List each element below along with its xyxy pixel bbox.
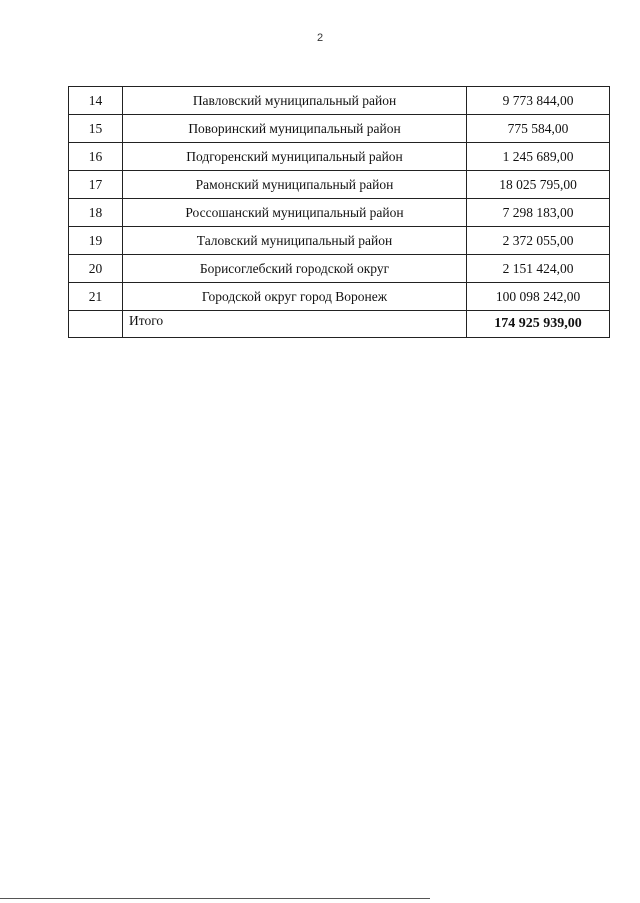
row-number: 17 (69, 171, 123, 199)
table-row (69, 87, 610, 115)
municipality-name: Борисоглебский городской округ (123, 255, 467, 283)
table-row (69, 283, 610, 311)
table-row (69, 171, 610, 199)
municipality-name: Поворинский муниципальный район (123, 115, 467, 143)
table-body (69, 87, 610, 338)
amount-value: 100 098 242,00 (467, 283, 610, 311)
municipality-name: Подгоренский муниципальный район (123, 143, 467, 171)
page-number: 2 (316, 32, 324, 44)
amount-value: 2 372 055,00 (467, 227, 610, 255)
row-number: 15 (69, 115, 123, 143)
amount-value: 18 025 795,00 (467, 171, 610, 199)
bottom-divider (0, 898, 430, 899)
amount-value: 7 298 183,00 (467, 199, 610, 227)
total-amount: 174 925 939,00 (467, 311, 610, 338)
row-number: 16 (69, 143, 123, 171)
table-row (69, 255, 610, 283)
table-row (69, 227, 610, 255)
municipality-name: Таловский муниципальный район (123, 227, 467, 255)
amount-value: 9 773 844,00 (467, 87, 610, 115)
table-row (69, 199, 610, 227)
row-number: 20 (69, 255, 123, 283)
amount-value: 1 245 689,00 (467, 143, 610, 171)
row-number: 18 (69, 199, 123, 227)
amount-value: 2 151 424,00 (467, 255, 610, 283)
row-number: 14 (69, 87, 123, 115)
amount-value: 775 584,00 (467, 115, 610, 143)
allocations-table (68, 86, 610, 338)
total-row (69, 311, 610, 338)
municipality-name: Павловский муниципальный район (123, 87, 467, 115)
table-row (69, 115, 610, 143)
municipality-name: Россошанский муниципальный район (123, 199, 467, 227)
row-number: 19 (69, 227, 123, 255)
total-label: Итого (123, 311, 467, 338)
row-number: 21 (69, 283, 123, 311)
total-number (69, 311, 123, 338)
table-row (69, 143, 610, 171)
municipality-name: Рамонский муниципальный район (123, 171, 467, 199)
municipality-name: Городской округ город Воронеж (123, 283, 467, 311)
